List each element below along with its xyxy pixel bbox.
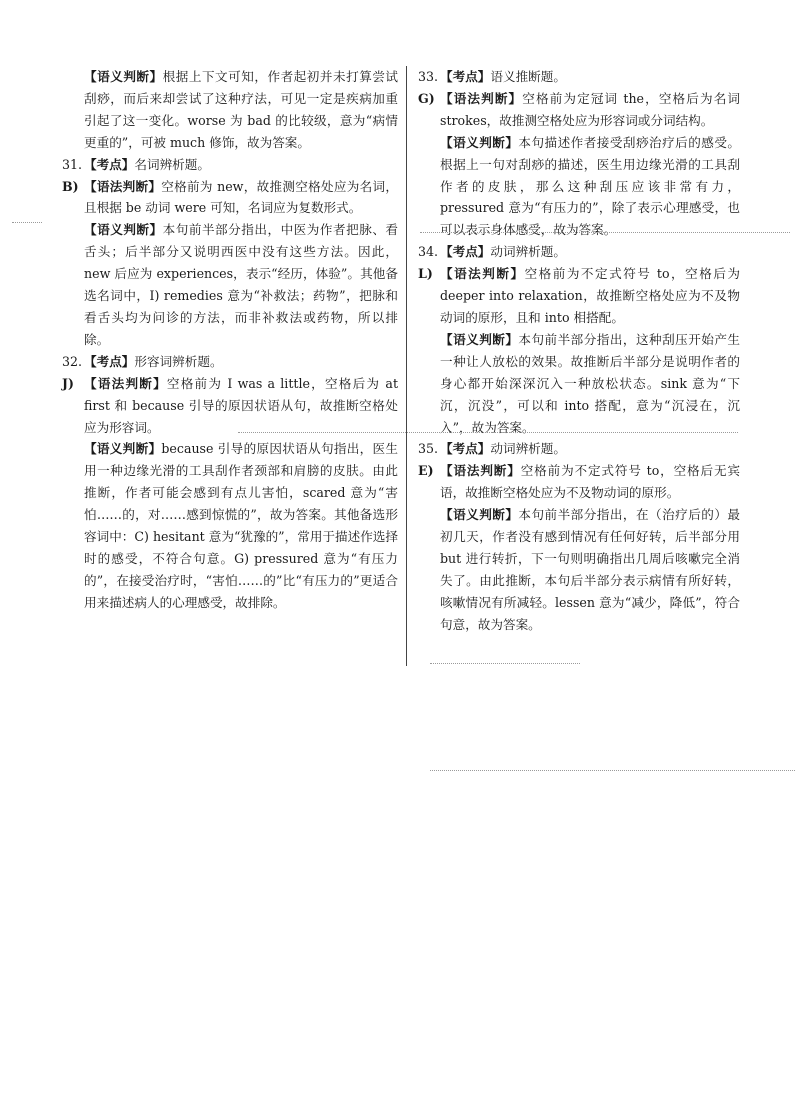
test-point-text: 动词辨析题。 [490,244,566,260]
answer-letter: G) [418,90,435,106]
explanation-text: 空格前为不定式符号 to，空格后无宾语，故推断空格处应为不及物动词的原形。 [440,463,740,501]
explanation-text: 本句前半部分指出，在（治疗后的）最初几天，作者没有感到情况有任何好转，后半部分用 but 进行转折，下一句则明确指出几周后咳嗽完全消失了。由此推断，本句后半部分表示病情有所好转，咳嗽情况有所减轻。lessen 意为“减少，降低”，符合句意，故为答案。 [440,507,741,632]
answer-letter: B) [62,178,79,194]
test-point-text: 形容词辨析题。 [134,353,223,369]
explanation-text: 本句前半部分指出，这种刮压开始产生一种让人放松的效果。故推断后半部分是说明作者的身心都开始深深沉入一种放松状态。sink 意为“下沉，沉没”，可以和 into 搭配，意为“沉浸在，沉入”，故为答案。 [440,331,741,435]
semantic-judgment-tag: 【语义判断】 [84,222,163,238]
column-divider [406,66,407,666]
question-number: 32. [62,353,83,369]
grammar-judgment-tag: 【语法判断】 [440,463,521,479]
question-34-semantic [418,329,740,439]
question-32-semantic [62,438,398,613]
question-35-header [418,438,740,460]
test-point-tag: 【考点】 [440,244,491,260]
answer-letter: E) [418,463,434,479]
explanation-text: 空格前为定冠词 the，空格后为名词 strokes，故推测空格处应为形容词或分词结构。 [440,90,740,128]
question-33-grammar [418,88,740,132]
scan-artifact [430,663,580,664]
question-number: 34. [418,244,439,260]
right-column [418,66,740,636]
explanation-text: 空格前为不定式符号 to，空格后为 deeper into relaxation，故推断空格处应为不及物动词的原形，且和 into 相搭配。 [440,266,740,325]
question-35-grammar [418,460,740,504]
test-point-tag: 【考点】 [440,69,491,84]
question-31-semantic [62,219,398,350]
question-33-semantic [418,132,740,242]
grammar-judgment-tag: 【语法判断】 [440,90,523,106]
explanation-text: 根据上下文可知，作者起初并未打算尝试刮痧，而后来却尝试了这种疗法，可见一定是疾病加重引起了这一变化。worse 为 bad 的比较级，意为“病情更重的”，可被 much 修饰，故为答案。 [84,69,399,150]
semantic-judgment-tag: 【语义判断】 [440,331,519,347]
answer-letter: J) [62,375,74,391]
explanation-text: 本句描述作者接受刮痧治疗后的感受。根据上一句对刮痧的描述，医生用边缘光滑的工具刮作者的皮肤，那么这种刮压应该非常有力，pressured 意为“有压力的”，除了表示心理感受，也可以表示身体感受，故为答案。 [440,134,741,238]
explanation-text: 空格前为 I was a little，空格后为 at first 和 because 引导的原因状语从句，故推断空格处应为形容词。 [84,375,399,435]
answer-letter: L) [418,266,433,282]
semantic-judgment-tag: 【语义判断】 [440,134,519,150]
question-33-header [418,66,740,88]
explanation-text: 空格前为 new，故推测空格处应为名词，且根据 be 动词 were 可知，名词应为复数形式。 [84,178,398,216]
explanation-text: because 引导的原因状语从句指出，医生用一种边缘光滑的工具刮作者颈部和肩膀的皮肤。由此推断，作者可能会感到有点儿害怕，scared 意为“害怕……的，对……感到惊慌的”，故为答案。其他备选形容词中：C) hesitant 意为“犹豫的”，常用于描述作选择时的感受，不符合句意。G) pressured 意为“有压力的”，在接受治疗时，“害怕……的”比“有压力的”更适合用来描述病人的心理感受，故排除。 [84,441,399,610]
test-point-text: 语义推断题。 [490,69,566,84]
test-point-tag: 【考点】 [440,441,491,457]
scan-artifact [238,432,738,433]
question-34-grammar [418,263,740,329]
grammar-judgment-tag: 【语法判断】 [84,178,162,194]
test-point-tag: 【考点】 [84,156,135,172]
grammar-judgment-tag: 【语法判断】 [84,375,167,391]
explanation-30-semantic [62,66,398,154]
question-31-grammar [62,176,398,220]
question-32-header [62,351,398,373]
test-point-text: 动词辨析题。 [490,441,566,457]
semantic-judgment-tag: 【语义判断】 [84,441,162,457]
semantic-judgment-tag: 【语义判断】 [440,507,519,523]
explanation-text: 本句前半部分指出，中医为作者把脉、看舌头；后半部分又说明西医中没有这些方法。因此，new 后应为 experiences，表示“经历，体验”。其他备选名词中，I) remedies 意为“补救法；药物”，把脉和看舌头均为问诊的方法，而非补救法或药物，所以排除。 [84,222,399,347]
left-column [62,66,398,614]
scan-artifact [420,232,790,233]
grammar-judgment-tag: 【语法判断】 [440,266,525,282]
question-34-header [418,241,740,263]
scan-artifact [430,770,795,771]
question-32-grammar [62,373,398,439]
question-35-semantic [418,504,740,635]
question-number: 33. [418,69,439,84]
question-31-header [62,154,398,176]
test-point-tag: 【考点】 [84,353,135,369]
scan-artifact [12,222,42,223]
question-number: 31. [62,156,83,172]
test-point-text: 名词辨析题。 [134,156,210,172]
semantic-judgment-tag: 【语义判断】 [84,69,163,84]
question-number: 35. [418,441,439,457]
